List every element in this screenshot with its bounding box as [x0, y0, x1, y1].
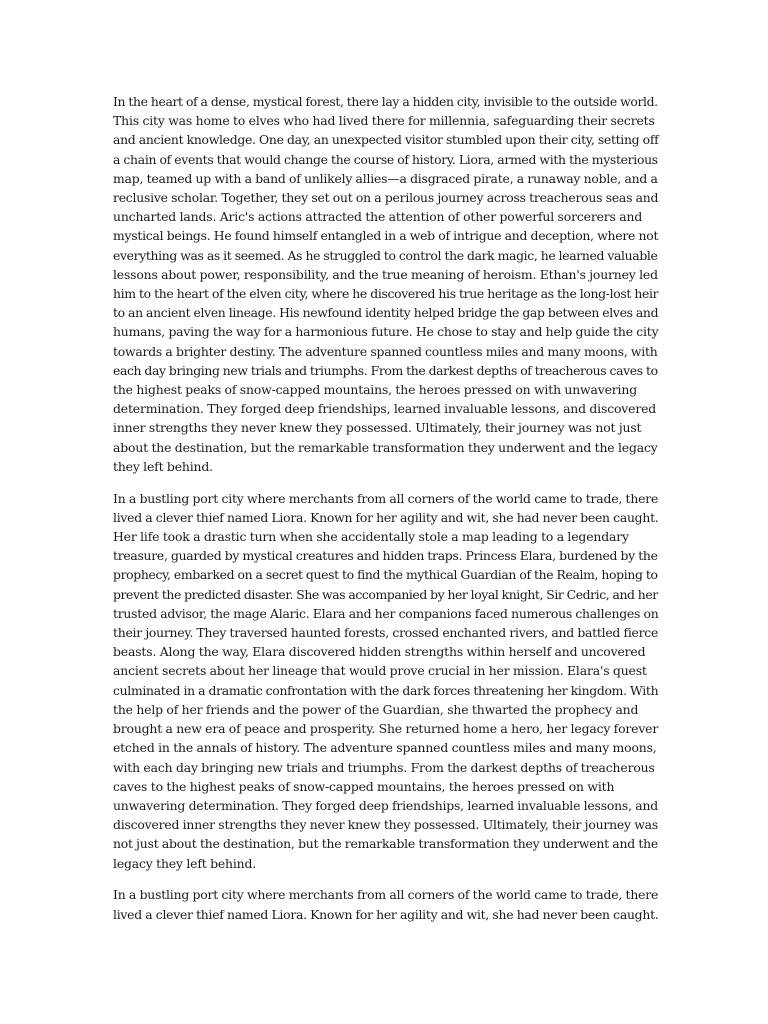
text-line: they left behind. [113, 458, 213, 474]
text-line: trusted advisor, the mage Alaric. Elara and her companions faced numerous challenges on [113, 605, 659, 621]
text-line: caves to the highest peaks of snow-capped mountains, the heroes pressed on with [113, 778, 615, 794]
text-line: ancient secrets about her lineage that would prove crucial in her mission. Elara's quest [113, 663, 647, 679]
paragraph-2 [113, 489, 658, 873]
paragraph-3 [113, 885, 658, 923]
text-line: reclusive scholar. Together, they set out on a perilous journey across treacherous seas and [113, 190, 659, 206]
document-body [113, 92, 658, 936]
text-line: everything was as it seemed. As he struggled to control the dark magic, he learned valuable [113, 247, 658, 263]
text-line: legacy they left behind. [113, 855, 257, 871]
text-line: to an ancient elven lineage. His newfound identity helped bridge the gap between elves and [113, 305, 659, 321]
text-line: a chain of events that would change the course of history. Liora, armed with the mysterious [113, 151, 658, 167]
text-line: In the heart of a dense, mystical forest, there lay a hidden city, invisible to the outside world. [113, 94, 658, 109]
text-line: each day bringing new trials and triumphs. From the darkest depths of treacherous caves to [113, 362, 658, 378]
text-line: culminated in a dramatic confrontation with the dark forces threatening her kingdom. With [113, 682, 659, 698]
text-line: This city was home to elves who had lived there for millennia, safeguarding their secrets [113, 113, 655, 129]
text-line: In a bustling port city where merchants from all corners of the world came to trade, there [113, 490, 659, 506]
text-line: Her life took a drastic turn when she accidentally stole a map leading to a legendary [113, 529, 629, 545]
text-line: discovered inner strengths they never knew they possessed. Ultimately, their journey was [113, 817, 659, 833]
text-line: unwavering determination. They forged deep friendships, learned invaluable lessons, and [113, 797, 658, 813]
text-line: about the destination, but the remarkable transformation they underwent and the legacy [113, 439, 658, 455]
text-line: and ancient knowledge. One day, an unexpected visitor stumbled upon their city, setting off [113, 132, 659, 148]
text-line: prevent the predicted disaster. She was accompanied by her loyal knight, Sir Cedric, and her [113, 586, 658, 602]
text-line: lived a clever thief named Liora. Known for her agility and wit, she had never been caught. [113, 509, 659, 525]
text-line: In a bustling port city where merchants from all corners of the world came to trade, there [113, 887, 659, 903]
text-line: the help of her friends and the power of the Guardian, she thwarted the prophecy and [113, 701, 639, 717]
text-line: their journey. They traversed haunted forests, crossed enchanted rivers, and battled fierce [113, 625, 659, 641]
text-line: towards a brighter destiny. The adventure spanned countless miles and many moons, with [113, 343, 658, 359]
text-line: the highest peaks of snow-capped mountains, the heroes pressed on with unwavering [113, 382, 637, 398]
text-line: beasts. Along the way, Elara discovered hidden strengths within herself and uncovered [113, 644, 646, 660]
text-line: etched in the annals of history. The adventure spanned countless miles and many moons, [113, 740, 657, 756]
text-line: him to the heart of the elven city, where he discovered his true heritage as the long-lost heir [113, 286, 659, 302]
text-line: prophecy, embarked on a secret quest to find the mythical Guardian of the Realm, hoping to [113, 567, 658, 583]
text-line: brought a new era of peace and prosperity. She returned home a hero, her legacy forever [113, 721, 659, 737]
text-line: with each day bringing new trials and triumphs. From the darkest depths of treacherous [113, 759, 655, 775]
text-line: determination. They forged deep friendships, learned invaluable lessons, and discovered [113, 401, 657, 417]
paragraph-1 [113, 92, 658, 476]
text-line: mystical beings. He found himself entangled in a web of intrigue and deception, where not [113, 228, 659, 244]
text-line: humans, paving the way for a harmonious future. He chose to stay and help guide the city [113, 324, 659, 340]
text-line: uncharted lands. Aric's actions attracted the attention of other powerful sorcerers and [113, 209, 643, 225]
text-line: treasure, guarded by mystical creatures and hidden traps. Princess Elara, burdened by the [113, 548, 658, 564]
text-line: not just about the destination, but the remarkable transformation they underwent and the [113, 836, 658, 852]
text-line: lessons about power, responsibility, and the true meaning of heroism. Ethan's journey led [113, 266, 658, 282]
text-line: inner strengths they never knew they possessed. Ultimately, their journey was not just [113, 420, 642, 436]
text-line: lived a clever thief named Liora. Known for her agility and wit, she had never been caught. [113, 906, 659, 922]
text-line: map, teamed up with a band of unlikely allies—a disgraced pirate, a runaway noble, and a [113, 170, 658, 186]
